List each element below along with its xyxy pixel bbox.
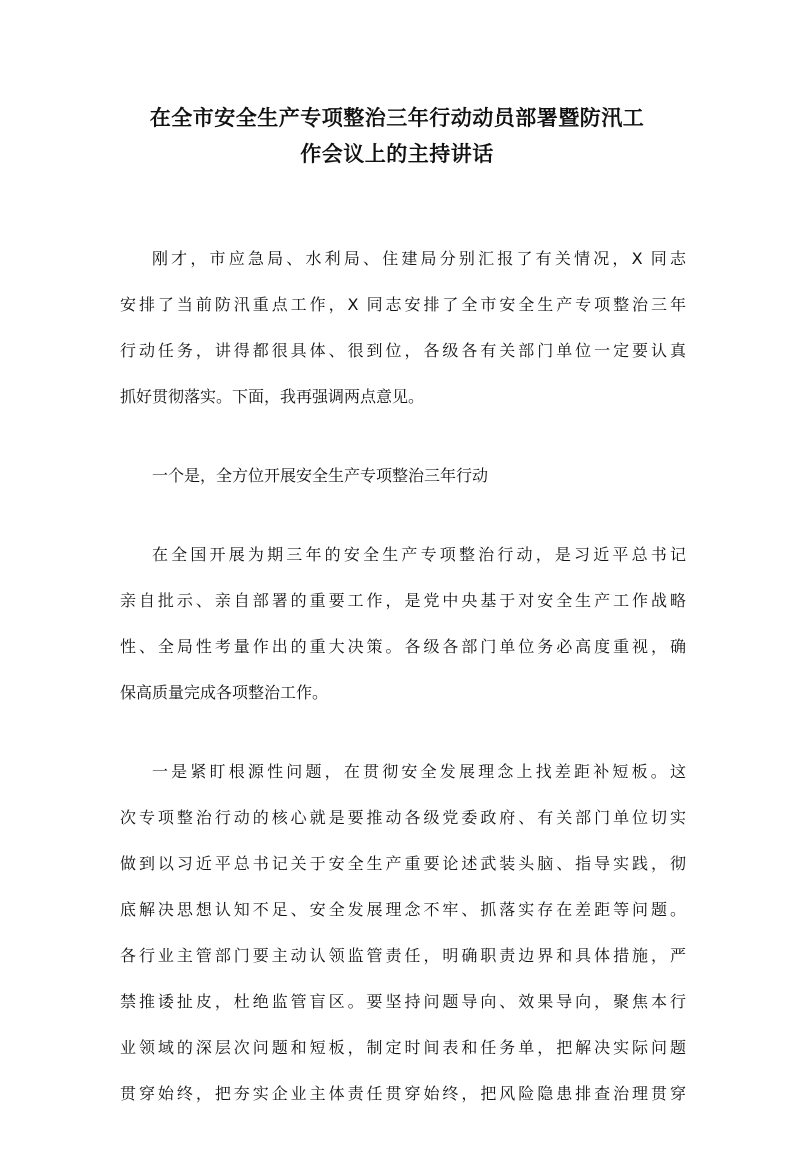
text-line: 刚才，市应急局、水利局、住建局分别汇报了有关情况，X 同志 [152, 249, 686, 268]
text-line: 各行业主管部门要主动认领监管责任，明确职责边界和具体措施，严 [120, 946, 686, 965]
text-line: 行动任务，讲得都很具体、很到位，各级各有关部门单位一定要认真 [120, 341, 686, 360]
text-line: 底解决思想认知不足、安全发展理念不牢、抓落实存在差距等问题。 [120, 900, 686, 919]
document-body [120, 236, 686, 1150]
text-line: 亲自批示、亲自部署的重要工作，是党中央基于对安全生产工作战略 [120, 591, 686, 610]
text-line: 业领域的深层次问题和短板，制定时间表和任务单，把解决实际问题 [120, 1038, 686, 1057]
title-line: 作会议上的主持讲话 [300, 142, 494, 166]
text-line: 一个是，全方位开展安全生产专项整治三年行动 [152, 466, 489, 485]
text-line: 禁推诿扯皮，杜绝监管盲区。要坚持问题导向、效果导向，聚焦本行 [120, 992, 686, 1011]
section-heading [120, 453, 686, 499]
document-title [108, 100, 686, 172]
text-line: 保高质量完成各项整治工作。 [120, 683, 329, 702]
text-line: 贯穿始终，把夯实企业主体责任贯穿始终，把风险隐患排查治理贯穿 [120, 1084, 686, 1103]
text-line: 做到以习近平总书记关于安全生产重要论述武装头脑、指导实践，彻 [120, 854, 686, 873]
paragraph-background [120, 532, 686, 716]
paragraph-point-one [120, 749, 686, 1117]
text-line: 安排了当前防汛重点工作，X 同志安排了全市安全生产专项整治三年 [120, 295, 686, 314]
title-line: 在全市安全生产专项整治三年行动动员部署暨防汛工 [149, 106, 645, 130]
text-line: 在全国开展为期三年的安全生产专项整治行动，是习近平总书记 [152, 545, 686, 564]
text-line: 次专项整治行动的核心就是要推动各级党委政府、有关部门单位切实 [120, 808, 686, 827]
paragraph-opening [120, 236, 686, 420]
text-line: 抓好贯彻落实。下面，我再强调两点意见。 [120, 387, 425, 406]
text-line: 一是紧盯根源性问题，在贯彻安全发展理念上找差距补短板。这 [152, 762, 686, 781]
text-line: 性、全局性考量作出的重大决策。各级各部门单位务必高度重视，确 [120, 637, 686, 656]
